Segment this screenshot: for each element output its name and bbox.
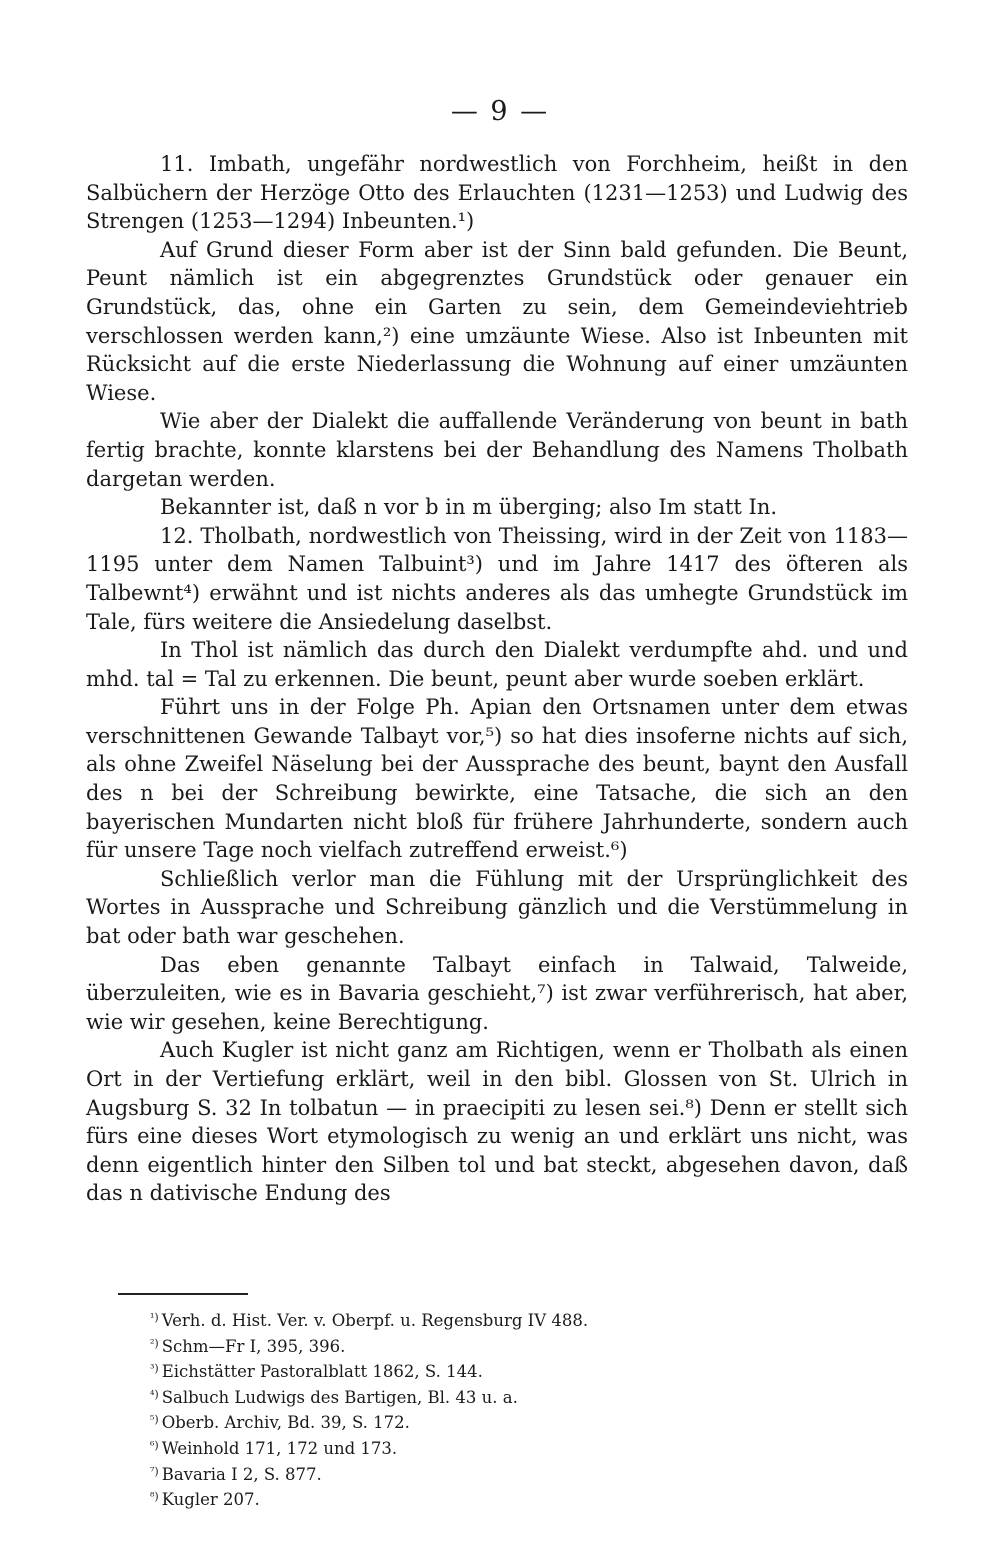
footnote-text: Kugler 207. <box>161 1490 260 1510</box>
footnote-mark: ¹) <box>150 1311 159 1324</box>
footnote-text: Bavaria I 2, S. 877. <box>161 1464 322 1484</box>
footnote-text: Eichstätter Pastoralblatt 1862, S. 144. <box>161 1362 483 1382</box>
footnote-3 <box>150 1358 870 1384</box>
paragraph-beunt-definition: Auf Grund dieser Form aber ist der Sinn bald gefunden. Die Beunt, Peunt nämlich ist ein abgegrenztes Grundstück oder genauer ein Grundstück, das, ohne ein Garten zu sein, dem Gemeindeviehtrieb verschlossen werden kann,²) eine umzäunte Wiese. Also ist Inbeunten mit Rücksicht auf die erste Niederlassung die Wohnung auf einer umzäunten Wiese. <box>86 237 908 405</box>
footnote-divider <box>118 1293 248 1295</box>
footnote-mark: ³) <box>150 1362 159 1376</box>
footnotes <box>150 1307 870 1512</box>
footnote-mark: ⁵) <box>150 1413 159 1427</box>
footnote-1 <box>150 1307 870 1333</box>
footnote-5 <box>150 1409 870 1435</box>
footnote-7 <box>150 1461 870 1487</box>
paragraph-tholbath: 12. Tholbath, nordwestlich von Theissing, wird in der Zeit von 1183—1195 unter dem Namen Talbuint³) und im Jahre 1417 des öfteren als Talbewnt⁴) erwähnt und ist nichts anderes als das umhegte Grundstück im Tale, fürs weitere die Ansiedelung daselbst. <box>86 523 908 634</box>
paragraph-imbath: 11. Imbath, ungefähr nordwestlich von Forchheim, heißt in den Salbüchern der Herzöge Otto des Erlauchten (1231—1253) und Ludwig des Strengen (1253—1294) Inbeunten.¹) <box>86 152 908 234</box>
footnote-8 <box>150 1486 870 1512</box>
footnote-text: Schm—Fr I, 395, 396. <box>161 1336 346 1356</box>
paragraph-verstuemmelung: Schließlich verlor man die Fühlung mit der Ursprünglichkeit des Wortes in Aussprache und Schreibung gänzlich und die Verstümmelung in bat oder bath war geschehen. <box>86 866 908 949</box>
footnote-2 <box>150 1333 870 1359</box>
paragraph-kugler: Auch Kugler ist nicht ganz am Richtigen, wenn er Tholbath als einen Ort in der Vertiefung erklärt, weil in den bibl. Glossen von St. Ulrich in Augsburg S. 32 In tolbatun — in praecipiti zu lesen sei.⁸) Denn er stellt sich fürs eine dieses Wort etymologisch zu wenig an und erklärt uns nicht, was denn eigentlich hinter den Silben tol und bat steckt, abgesehen davon, daß das n dativische Endung des <box>86 1038 908 1206</box>
footnote-mark: ⁴) <box>150 1387 159 1401</box>
footnote-mark: ⁶) <box>150 1438 159 1452</box>
footnote-mark: ⁷) <box>150 1464 159 1478</box>
paragraph-dialect-change: Wie aber der Dialekt die auffallende Veränderung von beunt in bath fertig brachte, konnte klarstens bei der Behandlung des Namens Tholbath dargetan werden. <box>86 409 908 491</box>
footnote-mark: ²) <box>150 1336 159 1350</box>
footnote-text: Salbuch Ludwigs des Bartigen, Bl. 43 u. a. <box>161 1387 518 1407</box>
footnote-text: Oberb. Archiv, Bd. 39, S. 172. <box>161 1413 410 1433</box>
paragraph-talbayt: Das eben genannte Talbayt einfach in Talwaid, Talweide, überzuleiten, wie es in Bavaria geschieht,⁷) ist zwar verführerisch, hat aber, wie wir gesehen, keine Berechtigung. <box>86 952 908 1034</box>
paragraph-apian: Führt uns in der Folge Ph. Apian den Ortsnamen unter dem etwas verschnittenen Gewande Talbayt vor,⁵) so hat dies insoferne nichts auf sich, als ohne Zweifel Näselung bei der Aussprache des beunt, baynt den Ausfall des n bei der Schreibung bewirkte, eine Tatsache, die sich an den bayerischen Mundarten nicht bloß für frühere Jahrhunderte, sondern auch für unsere Tage noch vielfach zutreffend erweist.⁶) <box>86 695 908 863</box>
footnote-text: Weinhold 171, 172 und 173. <box>161 1438 398 1458</box>
page-number: — 9 — <box>450 96 550 127</box>
body-text <box>86 150 908 1208</box>
footnote-mark: ⁸) <box>150 1490 159 1504</box>
paragraph-n-to-m: Bekannter ist, daß n vor b in m überging; also Im statt In. <box>160 495 778 520</box>
footnote-text: Verh. d. Hist. Ver. v. Oberpf. u. Regensburg IV 488. <box>161 1311 589 1330</box>
footnote-6 <box>150 1435 870 1461</box>
footnote-4 <box>150 1384 870 1410</box>
paragraph-thol-meaning: In Thol ist nämlich das durch den Dialekt verdumpfte ahd. und und mhd. tal = Tal zu erkennen. Die beunt, peunt aber wurde soeben erklärt. <box>86 638 908 691</box>
